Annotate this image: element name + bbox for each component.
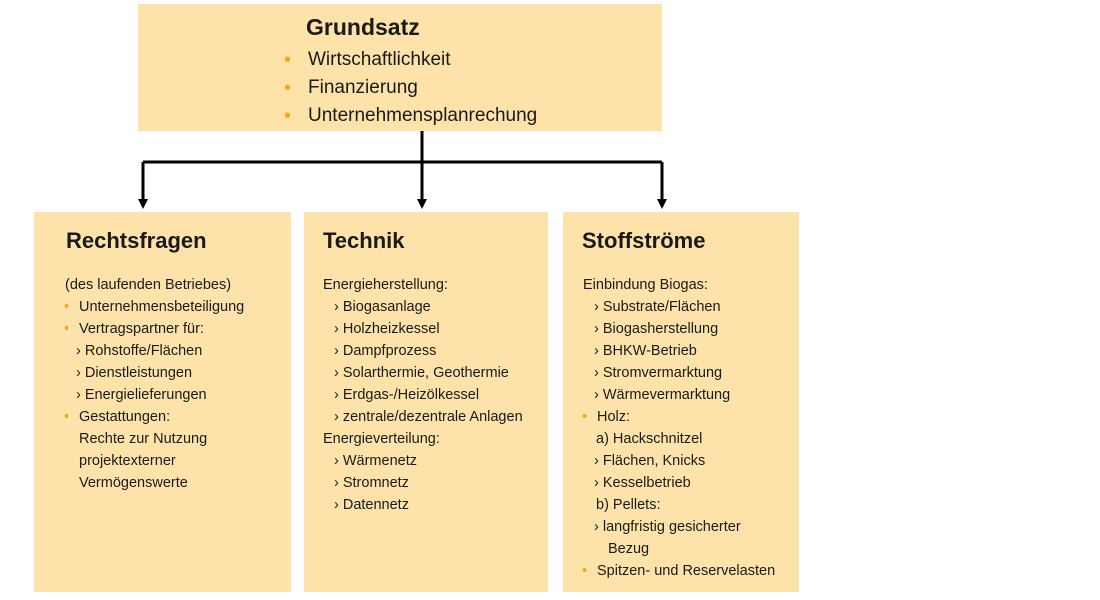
stoffstroeme-title: Stoffströme xyxy=(582,228,706,253)
list-item-text: › zentrale/dezentrale Anlagen xyxy=(334,409,523,425)
list-item xyxy=(64,428,244,450)
list-item-text: › Rohstoffe/Flächen xyxy=(76,343,203,359)
list-item-text: › Stromnetz xyxy=(334,475,409,491)
list-item xyxy=(64,274,244,296)
list-item xyxy=(582,538,775,560)
bullet-dot-icon: • xyxy=(582,563,588,579)
rechtsfragen-title: Rechtsfragen xyxy=(66,228,207,253)
list-item-text: b) Pellets: xyxy=(596,497,661,513)
bullet-dot-icon: • xyxy=(284,77,292,99)
list-item xyxy=(64,340,244,362)
grundsatz-item: • Finanzierung xyxy=(284,74,537,102)
list-item-text: › Holzheizkessel xyxy=(334,321,440,337)
list-item-text: Vertragspartner für: xyxy=(79,321,204,337)
list-item xyxy=(582,516,775,538)
list-item xyxy=(322,362,523,384)
list-item-text: › Wärmevermarktung xyxy=(594,387,731,403)
list-item xyxy=(582,450,775,472)
list-item-text: Spitzen- und Reservelasten xyxy=(597,563,776,579)
list-item xyxy=(582,494,775,516)
list-item xyxy=(582,406,775,428)
list-item xyxy=(582,318,775,340)
list-item xyxy=(582,384,775,406)
list-item xyxy=(64,362,244,384)
list-item-text: › Biogasanlage xyxy=(334,299,431,315)
bullet-dot-icon: • xyxy=(582,409,588,425)
list-item-text: Holz: xyxy=(597,409,631,425)
grundsatz-title: Grundsatz xyxy=(306,14,420,40)
list-item xyxy=(582,472,775,494)
grundsatz-list xyxy=(284,46,537,130)
list-item-text: Rechte zur Nutzung xyxy=(79,431,208,447)
technik-list xyxy=(322,274,523,516)
list-item xyxy=(322,406,523,428)
list-item xyxy=(64,450,244,472)
list-item xyxy=(322,296,523,318)
list-item xyxy=(64,296,244,318)
list-item-text: › Substrate/Flächen xyxy=(594,299,721,315)
list-item xyxy=(64,384,244,406)
list-item xyxy=(582,296,775,318)
grundsatz-item: • Wirtschaftlichkeit xyxy=(284,46,537,74)
list-item xyxy=(582,340,775,362)
grundsatz-item: • Unternehmensplanrechung xyxy=(284,102,537,130)
list-item-text: Einbindung Biogas: xyxy=(583,277,708,293)
list-item-text: (des laufenden Betriebes) xyxy=(65,277,232,293)
list-item-text: › langfristig gesicherter xyxy=(594,519,741,535)
list-item-text: Vermögenswerte xyxy=(79,475,188,491)
list-item xyxy=(64,472,244,494)
technik-title: Technik xyxy=(323,228,405,253)
list-item-text: Unternehmensbeteiligung xyxy=(79,299,245,315)
list-item-text: › Datennetz xyxy=(334,497,409,513)
list-item xyxy=(582,428,775,450)
list-item-text: Gestattungen: xyxy=(79,409,171,425)
list-item-text: › Dienstleistungen xyxy=(76,365,193,381)
list-item xyxy=(582,274,775,296)
list-item-text: Bezug xyxy=(608,541,650,557)
list-item xyxy=(64,318,244,340)
list-item-text: Energieherstellung: xyxy=(323,277,448,293)
bullet-dot-icon: • xyxy=(284,105,292,127)
list-item xyxy=(322,318,523,340)
list-item-text: › Stromvermarktung xyxy=(594,365,723,381)
list-item-text: projektexterner xyxy=(79,453,176,469)
list-item xyxy=(582,362,775,384)
list-item-text: › Biogasherstellung xyxy=(594,321,719,337)
list-item-text: › Energielieferungen xyxy=(76,387,207,403)
list-item-text: › Wärmenetz xyxy=(334,453,417,469)
bullet-dot-icon: • xyxy=(284,49,292,71)
list-item xyxy=(322,428,523,450)
technik-box xyxy=(304,212,548,592)
stoffstroeme-list xyxy=(582,274,775,582)
list-item xyxy=(322,494,523,516)
list-item xyxy=(322,450,523,472)
list-item-text: a) Hackschnitzel xyxy=(596,431,703,447)
list-item-text: Energieverteilung: xyxy=(323,431,440,447)
list-item xyxy=(322,340,523,362)
list-item xyxy=(582,560,775,582)
list-item xyxy=(322,384,523,406)
bullet-dot-icon: • xyxy=(64,299,70,315)
grundsatz-box xyxy=(138,4,662,131)
list-item-text: › BHKW-Betrieb xyxy=(594,343,697,359)
list-item-text: › Solarthermie, Geothermie xyxy=(334,365,509,381)
list-item xyxy=(322,274,523,296)
list-item xyxy=(322,472,523,494)
rechtsfragen-list xyxy=(64,274,244,494)
bullet-dot-icon: • xyxy=(64,321,70,337)
list-item xyxy=(64,406,244,428)
stoffstroeme-box xyxy=(563,212,799,592)
list-item-text: › Kesselbetrieb xyxy=(594,475,691,491)
bullet-dot-icon: • xyxy=(64,409,70,425)
list-item-text: › Erdgas-/Heizölkessel xyxy=(334,387,480,403)
list-item-text: › Dampfprozess xyxy=(334,343,437,359)
rechtsfragen-box xyxy=(34,212,291,592)
list-item-text: › Flächen, Knicks xyxy=(594,453,706,469)
